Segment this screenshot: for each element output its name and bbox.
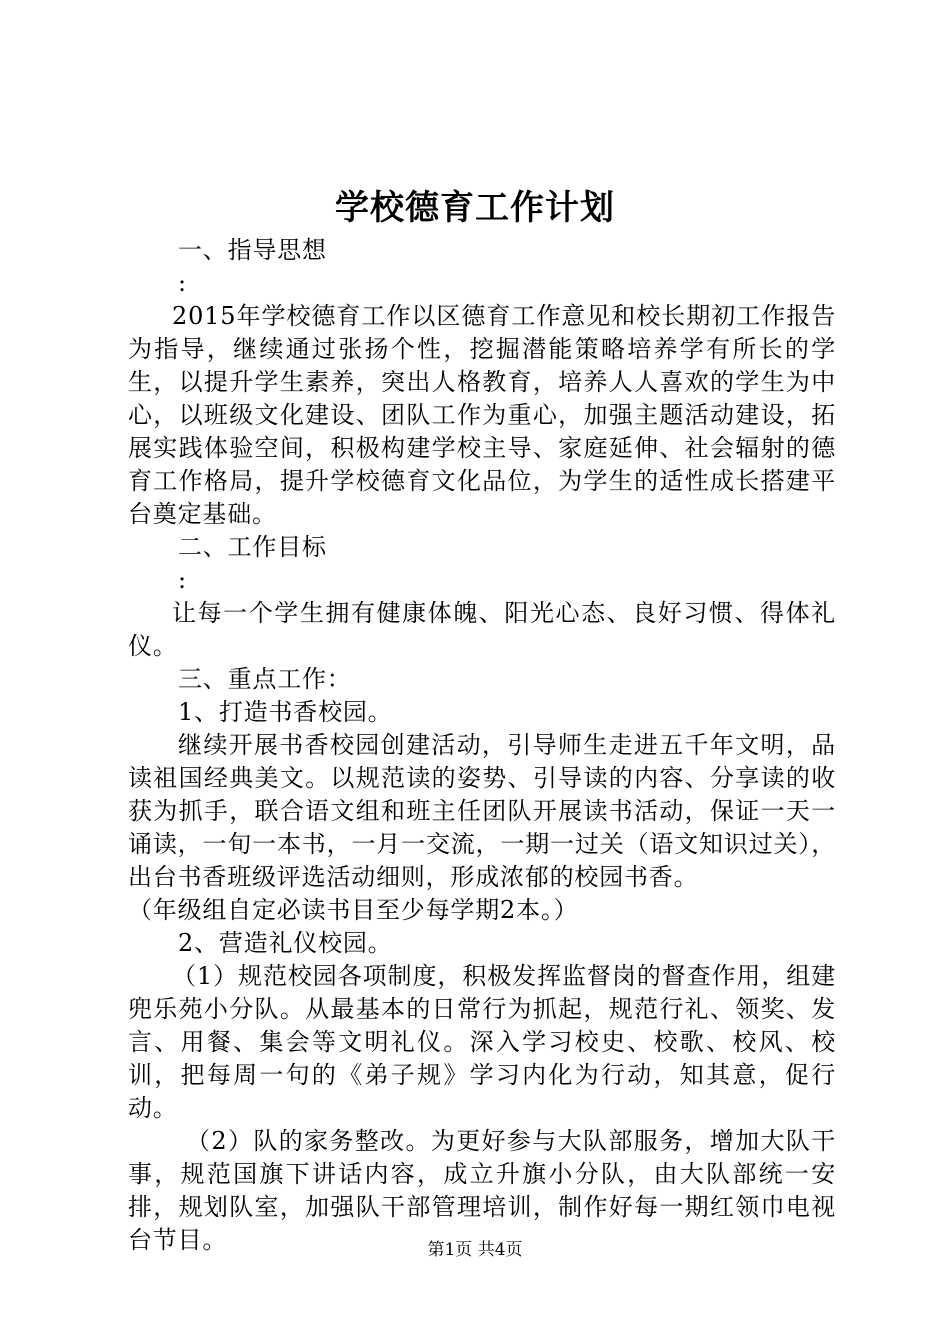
document-title: 学校德育工作计划 — [335, 188, 615, 228]
paragraph-etiquette-item-1: （1）规范校园各项制度，积极发挥监督岗的督查作用，组建兜乐苑小分队。从最基本的日常行为抓起，规范行礼、领奖、发言、用餐、集会等文明礼仪。深入学习校史、校歌、校风、校训，把每周一句的《弟子规》学习内化为行动，知其意，促行动。 — [128, 962, 836, 1122]
colon-line: : — [178, 269, 187, 297]
section-heading-key-work: 三、重点工作： — [178, 665, 352, 693]
section-heading-work-goal: 二、工作目标 — [178, 533, 327, 561]
paragraph-etiquette-item-2: （2）队的家务整改。为更好参与大队部服务，增加大队干事，规范国旗下讲话内容，成立升旗小分队，由大队部统一安排，规划队室，加强队干部管理培训，制作好每一期红领巾电视台节目。 — [128, 1127, 836, 1254]
subheading-etiquette-campus: 2、营造礼仪校园。 — [178, 929, 393, 957]
subheading-scholarly-campus: 1、打造书香校园。 — [178, 698, 393, 726]
paragraph-work-goal: 让每一个学生拥有健康体魄、阳光心态、良好习惯、得体礼仪。 — [128, 599, 836, 660]
colon-line: : — [178, 566, 187, 594]
document-body — [128, 234, 836, 1257]
paragraph-reading-requirement: （年级组自定必读书目至少每学期2本。） — [128, 896, 579, 924]
section-heading-guiding-thought: 一、指导思想 — [178, 236, 327, 264]
paragraph-scholarly-campus: 继续开展书香校园创建活动，引导师生走进五千年文明，品读祖国经典美文。以规范读的姿势、引导读的内容、分享读的收获为抓手，联合语文组和班主任团队开展读书活动，保证一天一诵读，一旬一本书，一月一交流，一期一过关（语文知识过关），出台书香班级评选活动细则，形成浓郁的校园书香。 — [128, 731, 836, 891]
paragraph-guiding-thought: 2015年学校德育工作以区德育工作意见和校长期初工作报告为指导，继续通过张扬个性，挖掘潜能策略培养学有所长的学生，以提升学生素养，突出人格教育，培养人人喜欢的学生为中心，以班级文化建设、团队工作为重心，加强主题活动建设，拓展实践体验空间，积极构建学校主导、家庭延伸、社会辐射的德育工作格局，提升学校德育文化品位，为学生的适性成长搭建平台奠定基础。 — [128, 302, 836, 528]
page-number-footer: 第1页 共4页 — [427, 1240, 523, 1260]
